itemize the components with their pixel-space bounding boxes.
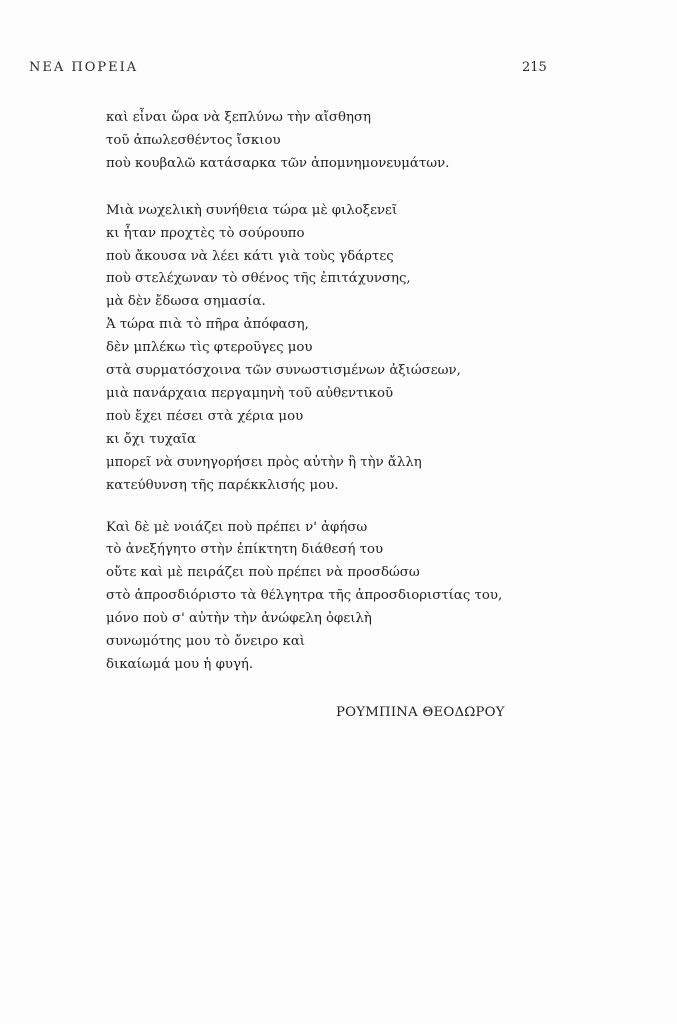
poem-line: Μιὰ νωχελικὴ συνήθεια τώρα μὲ φιλοξενεῖ bbox=[106, 202, 398, 218]
poem-line: συνωμότης μου τὸ ὄνειρο καὶ bbox=[106, 634, 306, 650]
running-head: ΝΕΑ ΠΟΡΕΙΑ bbox=[29, 60, 139, 75]
poem-line: στὸ ἀπροσδιόριστο τὰ θέλγητρα τῆς ἀπροσδιοριστίας του, bbox=[106, 588, 503, 604]
poem-line: κι ὄχι τυχαῖα bbox=[106, 431, 196, 447]
poem-line: δὲν μπλέκω τὶς φτεροῦγες μου bbox=[106, 340, 313, 356]
poem-line: μιὰ πανάρχαια περγαμηνὴ τοῦ αὐθεντικοῦ bbox=[106, 385, 394, 401]
poem-line: τοῦ ἀπωλεσθέντος ἴσκιου bbox=[106, 132, 281, 148]
page-number: 215 bbox=[522, 60, 547, 75]
stanza-2 bbox=[106, 200, 586, 498]
poem-line: κι ἦταν προχτὲς τὸ σούρουπο bbox=[106, 225, 305, 241]
stanza-1 bbox=[106, 107, 586, 176]
author-signature: ΡΟΥΜΠΙΝΑ ΘΕΟΔΩΡΟΥ bbox=[336, 705, 505, 720]
poem-line: τὸ ἀνεξήγητο στὴν ἐπίκτητη διάθεσή του bbox=[106, 542, 384, 558]
poem-line: ποὺ ἔχει πέσει στὰ χέρια μου bbox=[106, 408, 304, 424]
poem-line: ποὺ κουβαλῶ κατάσαρκα τῶν ἀπομνημονευμάτων. bbox=[106, 155, 450, 171]
poem-line: κατεύθυνση τῆς παρέκκλισής μου. bbox=[106, 477, 339, 493]
stanza-3 bbox=[106, 517, 586, 677]
poem-line: οὔτε καὶ μὲ πειράζει ποὺ πρέπει νὰ προσδώσω bbox=[106, 565, 420, 581]
poem-line: ποὺ στελέχωναν τὸ σθένος τῆς ἐπιτάχυνσης, bbox=[106, 271, 411, 287]
poem-line: Καὶ δὲ μὲ νοιάζει ποὺ πρέπει ν' ἀφήσω bbox=[106, 519, 368, 535]
stanza-break bbox=[106, 498, 586, 517]
poem-line: μπορεῖ νὰ συνηγορήσει πρὸς αὐτὴν ἢ τὴν ἄλλη bbox=[106, 454, 422, 470]
poem-line: μὰ δὲν ἔδωσα σημασία. bbox=[106, 294, 266, 310]
poem-line: δικαίωμά μου ἡ φυγή. bbox=[106, 656, 254, 672]
poem-line: καὶ εἶναι ὥρα νὰ ξεπλύνω τὴν αἴσθηση bbox=[106, 110, 372, 125]
poem-line: στὰ συρματόσχοινα τῶν συνωστισμένων ἀξιώσεων, bbox=[106, 363, 461, 379]
poem-line: ποὺ ἄκουσα νὰ λέει κάτι γιὰ τοὺς γδάρτες bbox=[106, 248, 394, 264]
poem-line: μόνο ποὺ σ' αὐτὴν τὴν ἀνώφελη ὀφειλὴ bbox=[106, 611, 372, 627]
stanza-break bbox=[106, 176, 586, 200]
poem bbox=[106, 107, 586, 677]
poem-line: Ἀ τώρα πιὰ τὸ πῆρα ἀπόφαση, bbox=[106, 317, 309, 333]
